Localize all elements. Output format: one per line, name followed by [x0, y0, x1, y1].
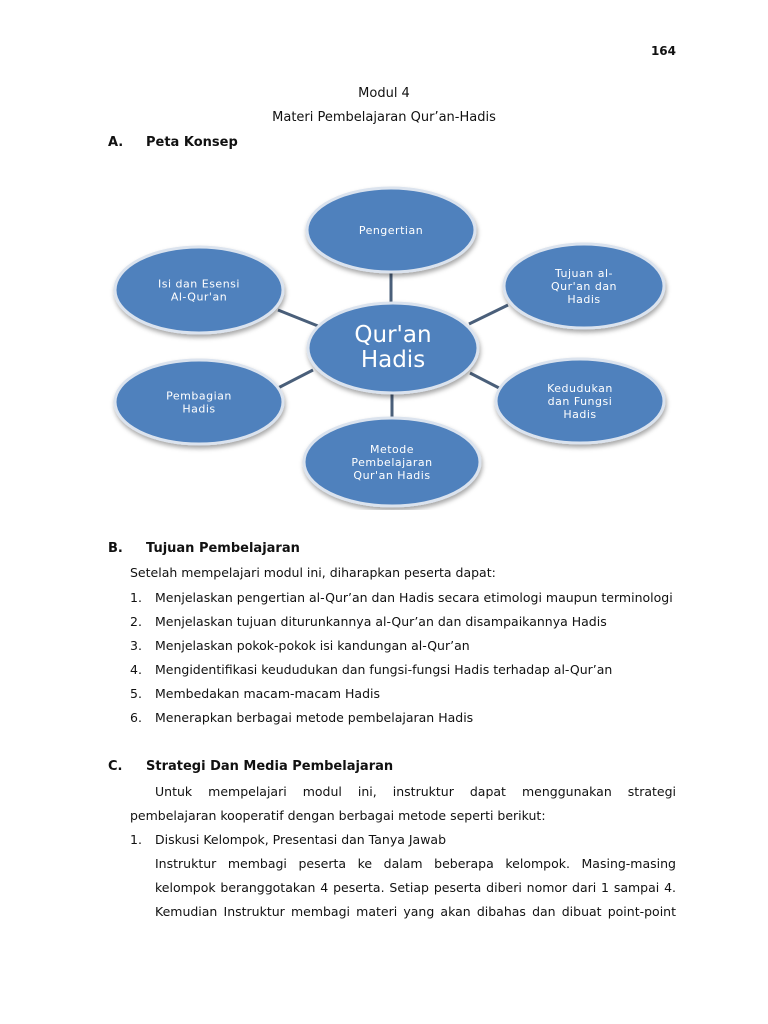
node-isi-esensi — [115, 247, 283, 333]
module-title: Modul 4 — [358, 86, 410, 101]
node-label: Hadis — [563, 408, 597, 421]
objective-item: Menjelaskan pengertian al-Qur’an dan Hadis secara etimologi maupun terminologi — [155, 590, 673, 605]
node-label: Hadis — [182, 402, 216, 416]
method-number: 1. — [130, 832, 142, 847]
strategy-paragraph-line: pembelajaran kooperatif dengan berbagai metode seperti berikut: — [130, 808, 546, 823]
objective-item: Menjelaskan pokok-pokok isi kandungan al-Qur’an — [155, 638, 470, 653]
node-pembagian — [115, 360, 283, 444]
method-description-line: Kemudian Instruktur membagi materi yang akan dibahas dan dibuat point-point — [155, 904, 676, 919]
node-label: Qur'an dan — [550, 280, 618, 293]
objective-item: Menjelaskan tujuan diturunkannya al-Qur’an dan disampaikannya Hadis — [155, 614, 607, 629]
objective-item: Membedakan macam-macam Hadis — [155, 686, 380, 701]
method-title: Diskusi Kelompok, Presentasi dan Tanya Jawab — [155, 832, 447, 847]
connector-line — [278, 310, 318, 326]
node-label: Tujuan al- — [554, 267, 614, 280]
node-label: Metode — [369, 443, 415, 456]
node-kedudukan — [496, 359, 664, 443]
node-label: dan Fungsi — [547, 395, 613, 408]
connector-line — [278, 370, 313, 388]
node-label: Hadis — [567, 293, 601, 306]
node-label: Qur'an Hadis — [353, 469, 431, 482]
center-node — [308, 303, 478, 393]
objective-number: 2. — [130, 614, 142, 629]
module-subtitle: Materi Pembelajaran Qur’an-Hadis — [272, 110, 496, 125]
node-label: Pembelajaran — [351, 456, 433, 469]
node-label: Pengertian — [358, 224, 424, 237]
connector-line — [469, 305, 508, 324]
objective-item: Mengidentifikasi keududukan dan fungsi-fungsi Hadis terhadap al-Qur’an — [155, 662, 613, 677]
objective-number: 6. — [130, 710, 142, 725]
objective-number: 5. — [130, 686, 142, 701]
node-label: Al-Qur'an — [170, 290, 228, 304]
center-label-line2: Hadis — [360, 347, 426, 373]
page-number: 164 — [650, 44, 676, 58]
node-label: Kedudukan — [547, 382, 613, 395]
section-a-letter: A. — [108, 135, 124, 150]
strategy-paragraph-line: Untuk mempelajari modul ini, instruktur dapat menggunakan strategi — [155, 784, 676, 799]
node-label: Pembagian — [166, 389, 232, 403]
node-tujuan — [504, 244, 664, 328]
section-c-title: Strategi Dan Media Pembelajaran — [146, 759, 394, 774]
node-metode — [304, 418, 480, 506]
section-a-title: Peta Konsep — [146, 135, 238, 150]
objective-number: 1. — [130, 590, 142, 605]
node-label: Isi dan Esensi — [158, 277, 240, 291]
objective-item: Menerapkan berbagai metode pembelajaran Hadis — [155, 710, 474, 725]
section-b-title: Tujuan Pembelajaran — [146, 541, 300, 556]
section-b-intro: Setelah mempelajari modul ini, diharapkan peserta dapat: — [130, 565, 496, 580]
section-c-letter: C. — [108, 759, 123, 774]
connector-line — [470, 373, 503, 390]
section-b-letter: B. — [108, 541, 123, 556]
node-pengertian — [307, 188, 475, 272]
method-description-line: kelompok beranggotakan 4 peserta. Setiap peserta diberi nomor dari 1 sampai 4. — [155, 880, 676, 895]
objective-number: 3. — [130, 638, 142, 653]
objective-number: 4. — [130, 662, 142, 677]
center-label-line1: Qur'an — [354, 322, 432, 348]
concept-map — [108, 180, 676, 510]
method-description-line: Instruktur membagi peserta ke dalam beberapa kelompok. Masing-masing — [155, 856, 676, 871]
